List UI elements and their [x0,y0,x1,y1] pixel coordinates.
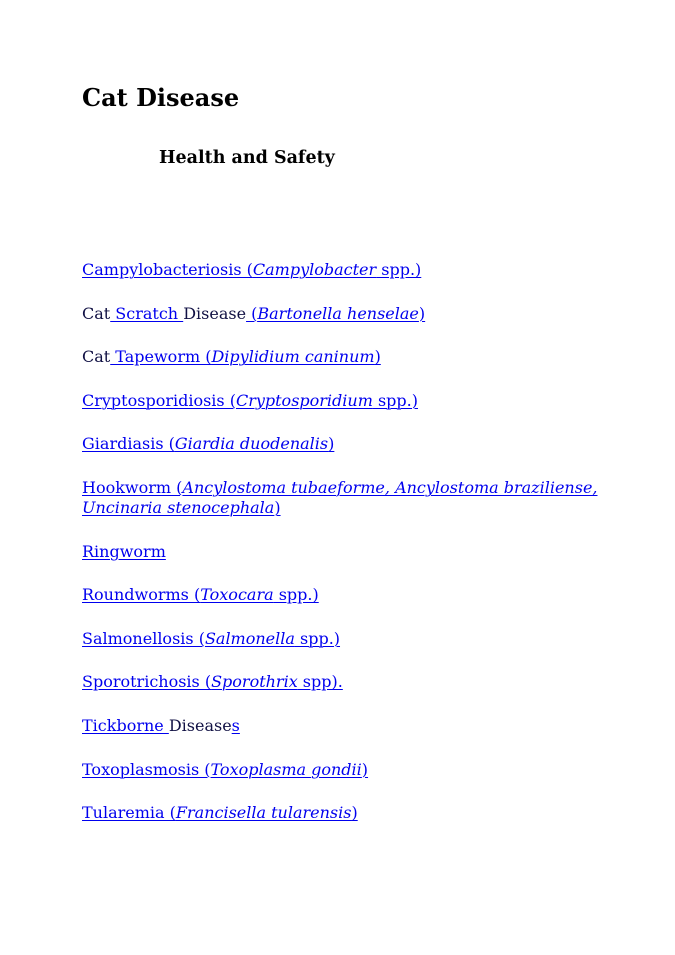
disease-link[interactable]: Toxoplasma gondii [210,759,362,779]
disease-link[interactable]: spp). [297,672,343,692]
disease-link[interactable]: ) [351,803,358,823]
disease-list-item [82,391,622,411]
disease-text: Cat [82,303,111,323]
disease-link[interactable]: Tularemia ( [82,803,176,823]
disease-link[interactable]: Toxocara [200,585,274,605]
disease-link[interactable]: Francisella tularensis [175,803,352,823]
page-subtitle: Health and Safety [159,148,335,168]
disease-link[interactable]: Hookworm ( [82,477,183,497]
disease-link-list [82,260,622,847]
disease-link[interactable]: spp.) [294,628,341,648]
disease-link[interactable]: Campylobacteriosis ( [82,260,253,279]
disease-link[interactable]: ) [328,434,335,454]
disease-link[interactable]: ) [418,303,426,323]
disease-link[interactable]: Tapeworm ( [110,347,212,367]
disease-link[interactable]: Salmonella [204,628,295,648]
disease-link[interactable]: Toxoplasmosis ( [82,759,211,779]
disease-link[interactable]: Roundworms ( [82,585,201,605]
disease-link[interactable]: Cryptosporidiosis ( [82,390,236,410]
disease-list-item [82,585,622,605]
disease-link[interactable]: Ringworm [82,541,166,561]
disease-link[interactable]: Dipylidium caninum [211,347,375,367]
disease-text: Cat [82,347,111,367]
disease-link[interactable]: Bartonella henselae [257,303,419,323]
disease-list-item [82,760,622,780]
disease-link[interactable]: ) [374,347,381,367]
disease-link[interactable]: ( [246,303,258,323]
disease-text: Disease [168,715,232,735]
disease-list-item [82,434,622,454]
disease-list-item [82,629,622,649]
disease-link[interactable]: Tickborne [82,715,169,735]
disease-link[interactable]: Scratch [110,303,184,323]
disease-link[interactable]: Campylobacter [252,260,377,279]
disease-text: Disease [183,303,247,323]
disease-list-item [82,803,622,823]
page-title: Cat Disease [82,83,240,112]
disease-link[interactable]: Salmonellosis ( [82,628,205,648]
disease-list-item [82,716,622,736]
disease-link[interactable]: Cryptosporidium [235,390,373,410]
disease-link[interactable]: spp.) [372,390,418,410]
disease-link[interactable]: Giardia duodenalis [174,434,329,454]
disease-link[interactable]: Giardiasis ( [82,434,175,454]
disease-link[interactable]: s [231,715,240,735]
disease-list-item [82,347,622,367]
disease-link[interactable]: Sporothrix [211,672,298,692]
disease-list-item [82,304,622,324]
disease-link[interactable]: spp.) [376,260,422,279]
disease-link[interactable]: Sporotrichosis ( [82,672,212,692]
disease-list-item [82,478,622,518]
disease-link[interactable]: ) [361,759,369,779]
disease-list-item [82,260,622,280]
disease-list-item [82,542,622,562]
disease-link[interactable]: spp.) [273,585,319,605]
disease-link[interactable]: ) [274,497,281,517]
disease-list-item [82,672,622,692]
disease-link[interactable]: Ancylostoma tubaeforme, Ancylostoma braziliense, Uncinaria stenocephala [82,477,598,517]
